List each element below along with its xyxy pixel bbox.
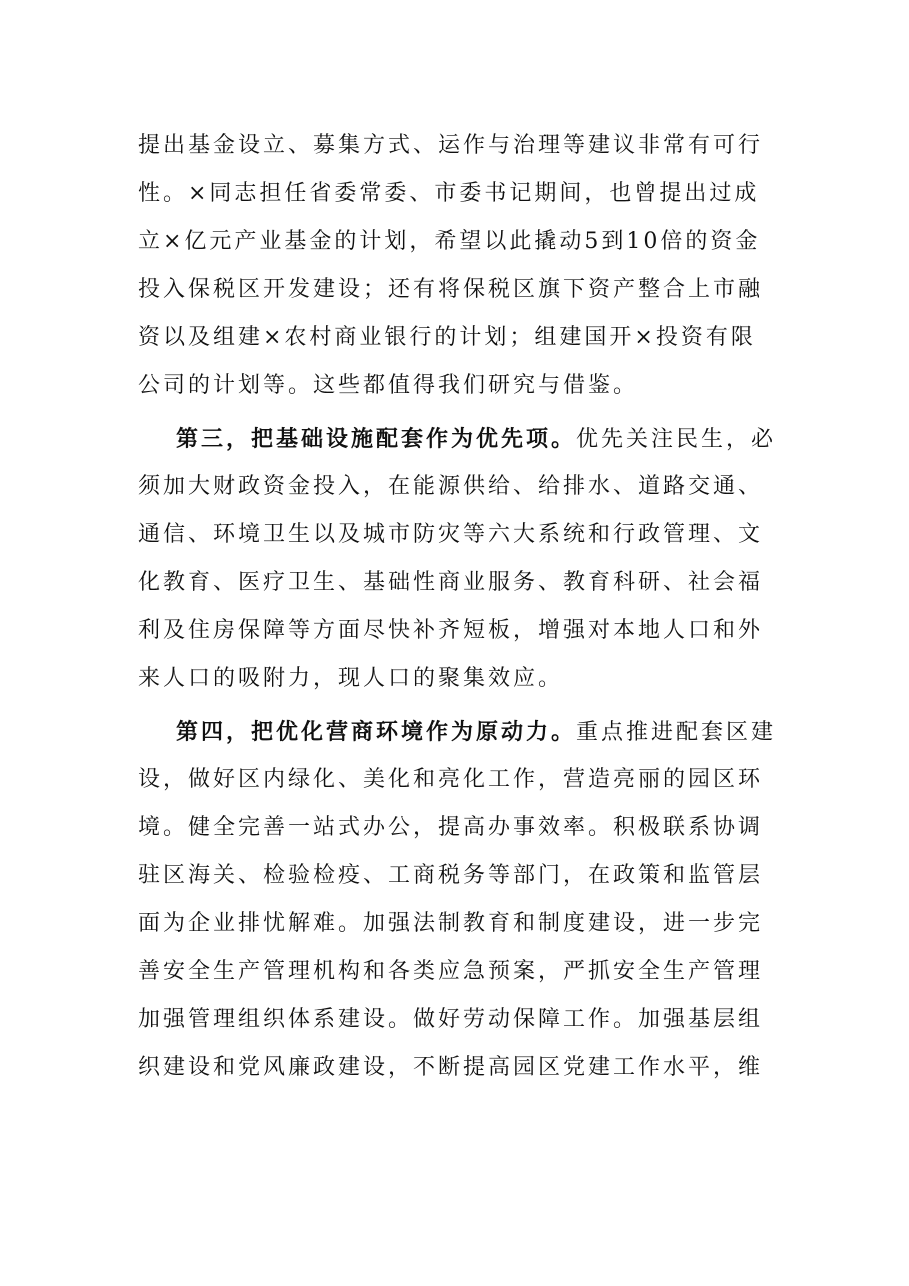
text-line: 面为企业排忧解难。加强法制教育和制度建设，进一步完: [138, 911, 764, 936]
text-line: 境。健全完善一站式办公，提高办事效率。积极联系协调: [138, 815, 764, 840]
paragraph-infrastructure: [138, 415, 778, 703]
text-line: 通信、环境卫生以及城市防灾等六大系统和行政管理、文: [138, 522, 764, 547]
text-line-first: [138, 708, 778, 756]
text-line: 提出基金设立、募集方式、运作与治理等建议非常有可行: [138, 133, 764, 158]
text-line: 立×亿元产业基金的计划，希望以此撬动5到10倍的资金: [138, 229, 761, 254]
text-line: 织建设和党风廉政建设，不断提高园区党建工作水平，维: [138, 1055, 764, 1080]
text-line: 公司的计划等。这些都值得我们研究与借鉴。: [138, 373, 639, 398]
text-line: 善安全生产管理机构和各类应急预案，严抓安全生产管理: [138, 959, 764, 984]
text-line: 须加大财政资金投入，在能源供给、给排水、道路交通、: [138, 474, 764, 499]
text-line: 驻区海关、检验检疫、工商税务等部门，在政策和监管层: [138, 863, 764, 888]
text-line-first: [138, 415, 778, 463]
paragraph-heading-business-environment: 第四，把优化营商环境作为原动力。: [176, 719, 577, 745]
paragraph-heading-infrastructure: 第三，把基础设施配套作为优先项。: [176, 426, 577, 452]
text-line: 投入保税区开发建设；还有将保税区旗下资产整合上市融: [138, 277, 764, 302]
document-body: [138, 122, 778, 1092]
text-line: 化教育、医疗卫生、基础性商业服务、教育科研、社会福: [138, 570, 764, 595]
text-run: 重点推进配套区建: [576, 720, 777, 745]
paragraph-continued-fund: [138, 122, 778, 410]
text-line: 设，做好区内绿化、美化和亮化工作，营造亮丽的园区环: [138, 767, 764, 792]
paragraph-business-environment: [138, 708, 778, 1092]
text-run: 优先关注民生，必: [576, 427, 777, 452]
text-line: 资以及组建×农村商业银行的计划；组建国开×投资有限: [138, 325, 756, 350]
text-line: 利及住房保障等方面尽快补齐短板，增强对本地人口和外: [138, 618, 764, 643]
text-line: 加强管理组织体系建设。做好劳动保障工作。加强基层组: [138, 1007, 764, 1032]
text-line: 来人口的吸附力，现人口的聚集效应。: [138, 666, 564, 691]
text-line: 性。×同志担任省委常委、市委书记期间，也曾提出过成: [138, 181, 760, 206]
